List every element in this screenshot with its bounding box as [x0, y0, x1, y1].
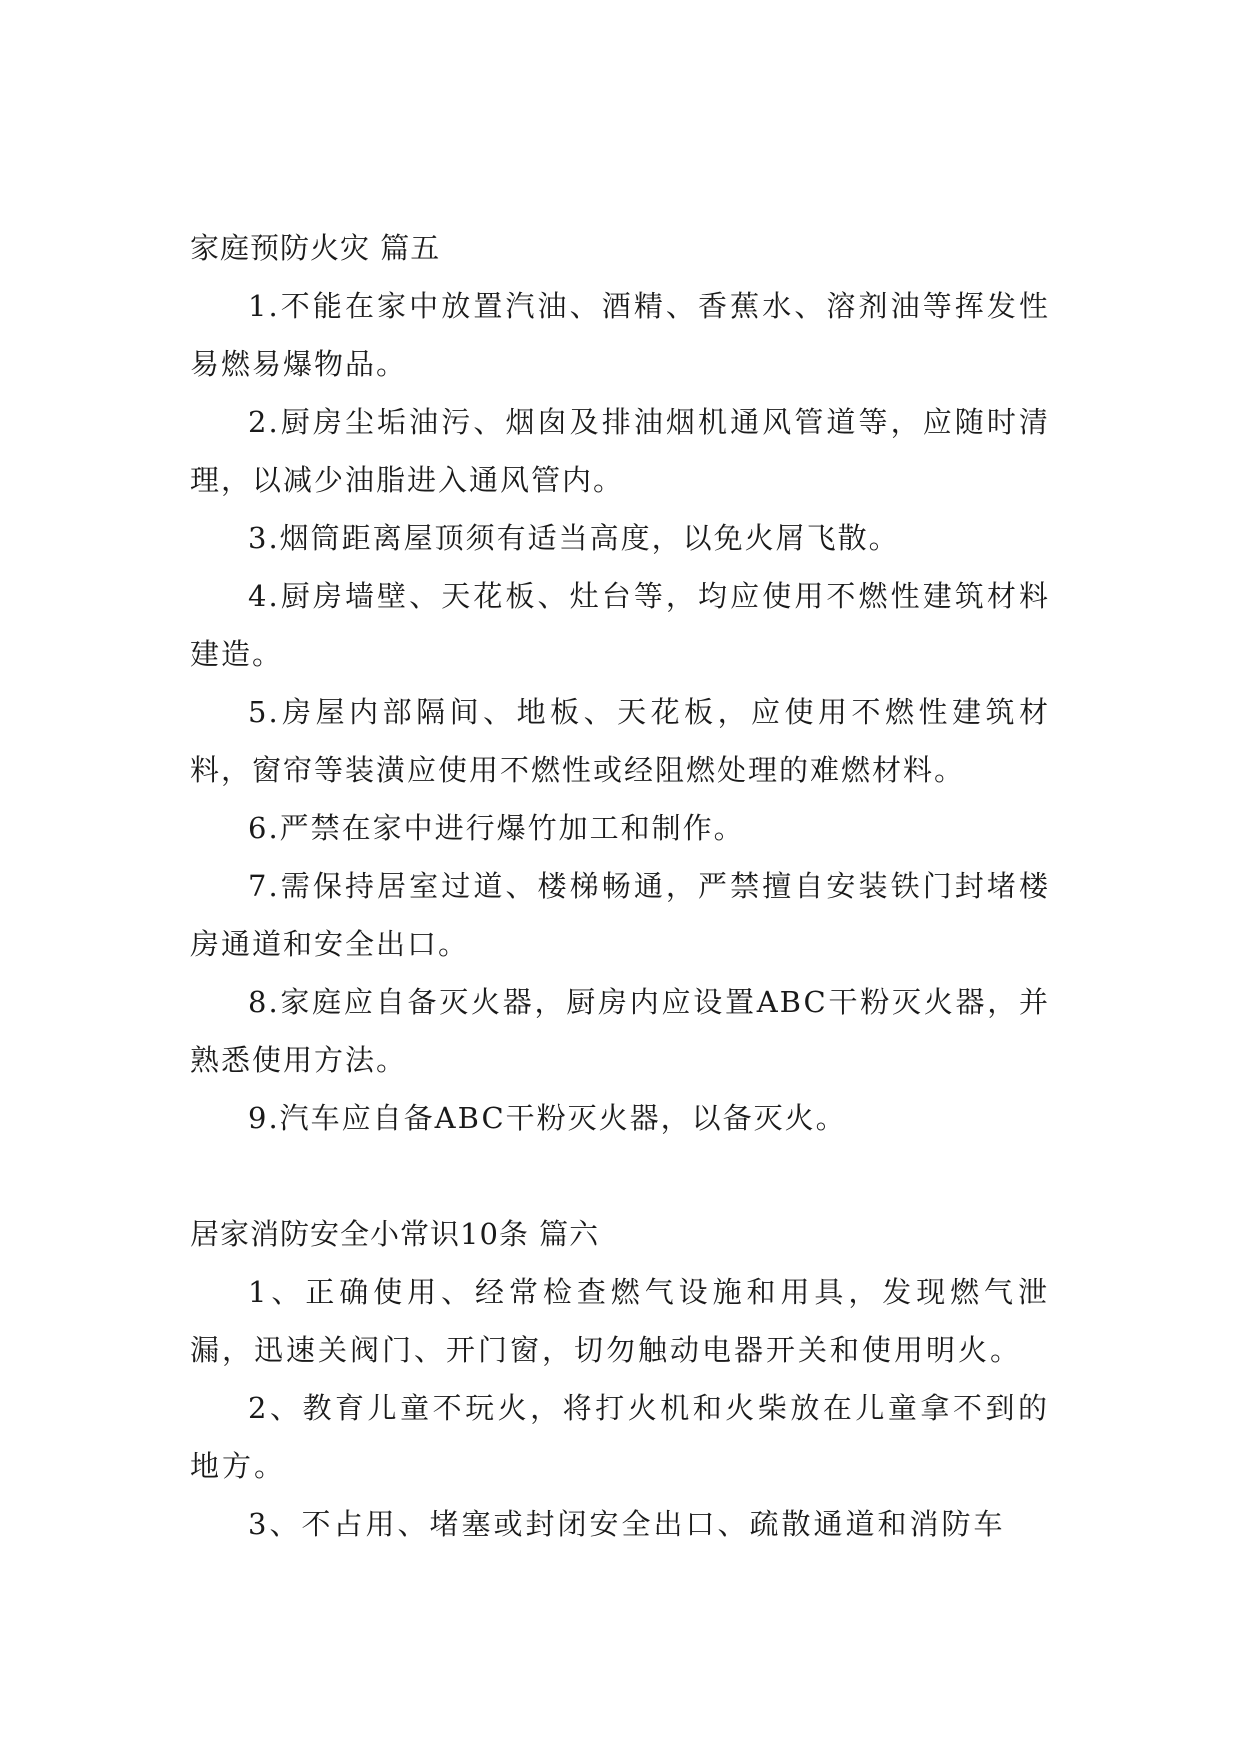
list-item: 5.房屋内部隔间、地板、天花板，应使用不燃性建筑材料，窗帘等装潢应使用不燃性或经阻燃处理的难燃材料。 [190, 695, 1050, 787]
list-item: 3.烟筒距离屋顶须有适当高度，以免火屑飞散。 [248, 521, 900, 555]
section-title-fire-prevention: 家庭预防火灾 篇五 [190, 231, 441, 265]
list-item: 9.汽车应自备ABC干粉灭火器，以备灭火。 [248, 1101, 847, 1135]
list-item: 1、正确使用、经常检查燃气设施和用具，发现燃气泄漏，迅速关阀门、开门窗，切勿触动电器开关和使用明火。 [190, 1275, 1050, 1367]
list-item: 1.不能在家中放置汽油、酒精、香蕉水、溶剂油等挥发性易燃易爆物品。 [190, 289, 1050, 381]
list-item: 4.厨房墙壁、天花板、灶台等，均应使用不燃性建筑材料建造。 [190, 579, 1050, 671]
section-spacer [190, 1147, 1050, 1205]
list-item: 2、教育儿童不玩火，将打火机和火柴放在儿童拿不到的地方。 [190, 1391, 1050, 1483]
list-item: 3、不占用、堵塞或封闭安全出口、疏散通道和消防车 [248, 1507, 1006, 1541]
document-body [190, 219, 1050, 1553]
list-item: 2.厨房尘垢油污、烟囱及排油烟机通风管道等，应随时清理，以减少油脂进入通风管内。 [190, 405, 1050, 497]
list-item: 7.需保持居室过道、楼梯畅通，严禁擅自安装铁门封堵楼房通道和安全出口。 [190, 869, 1050, 961]
section-title-home-fire-safety: 居家消防安全小常识10条 篇六 [190, 1217, 600, 1251]
list-item: 6.严禁在家中进行爆竹加工和制作。 [248, 811, 745, 845]
section-home-fire-safety [190, 1263, 1050, 1553]
list-item: 8.家庭应自备灭火器，厨房内应设置ABC干粉灭火器，并熟悉使用方法。 [190, 985, 1050, 1077]
